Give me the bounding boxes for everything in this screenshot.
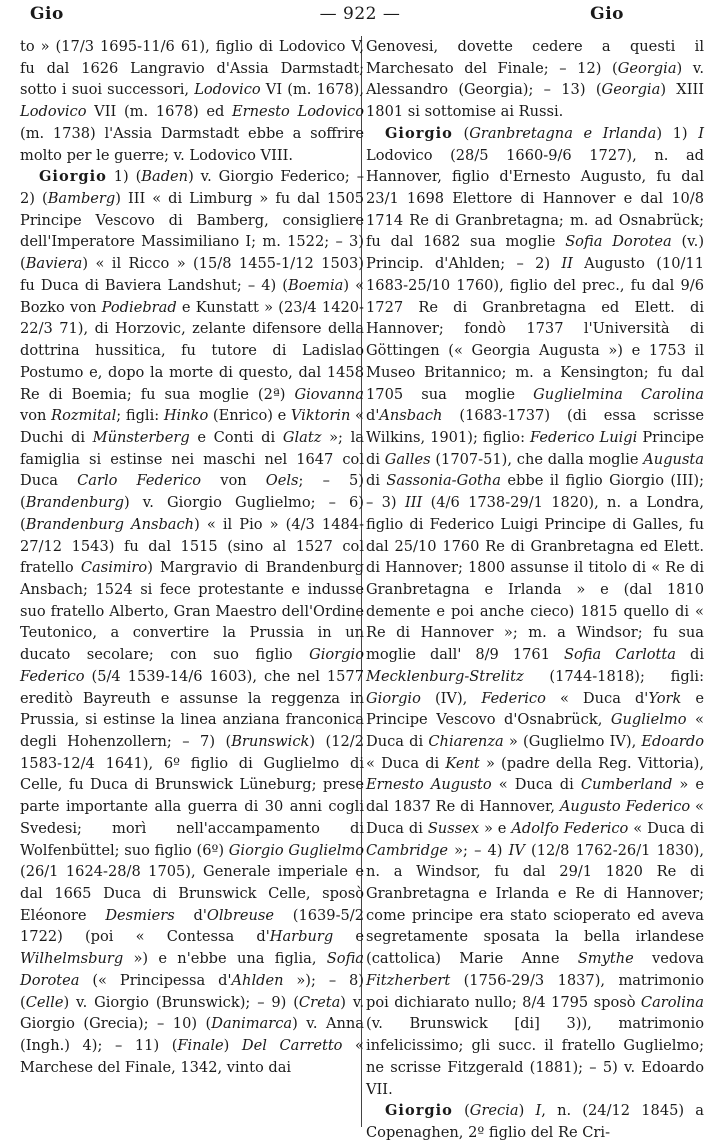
text-run: Sofia Carlotta — [564, 646, 676, 664]
entry-paragraph — [366, 1100, 704, 1143]
text-run: ; figli: — [116, 407, 164, 425]
text-run: « Duca d' — [545, 689, 649, 707]
text-run: Bamberg — [47, 190, 116, 208]
text-run: » e dal 1837 Re di Hannover, — [366, 776, 704, 816]
entry-paragraph — [20, 36, 364, 166]
entry-paragraph — [366, 36, 704, 123]
text-run: (26/1 1624-28/8 1705), Generale imperiale e dal 1665 Duca di Brunswick Celle, sposò Eléonore — [20, 863, 364, 924]
text-run: Lodovico — [194, 81, 261, 99]
text-run: (v. Brunswick [di] 3)), matrimonio infelicissimo; gli succ. il fratello Guglielmo; ne scrisse Fitzgerald (1881); – 5) v. Edoardo VII. — [366, 1015, 704, 1098]
text-run: Smythe — [577, 950, 634, 968]
text-run: Baviera — [25, 255, 83, 273]
text-run: Sussex — [427, 819, 480, 837]
text-run: ) — [518, 1102, 536, 1120]
text-run: « Duca di — [366, 711, 704, 750]
text-run: ) 1) — [656, 124, 699, 142]
text-run: » (padre della Reg. Vittoria), — [479, 754, 704, 772]
text-run: (IV), — [420, 689, 482, 707]
left-column — [20, 36, 364, 1127]
text-run: Ahlden — [231, 971, 284, 989]
text-run: Brunswick — [231, 733, 310, 750]
text-run: ) v. Giorgio Federico; – 2) ( — [20, 168, 365, 208]
text-run: Baden — [141, 168, 189, 186]
text-run: Grecia — [469, 1102, 519, 1120]
text-run: Desmiers — [105, 906, 175, 924]
text-run: Augusta — [643, 450, 704, 468]
text-columns — [8, 36, 712, 1141]
text-run: III — [404, 494, 423, 512]
text-run: ) III « di Limburg » fu dal 1505 Principe Vescovo di Bamberg, consigliere dell'Imperatore Massimiliano I; m. 1522; – 3) ( — [20, 190, 365, 273]
text-run: Guglielmina Carolina — [533, 385, 704, 403]
text-run: Fitzherbert — [366, 971, 451, 989]
text-run: Rozmital — [51, 407, 117, 425]
text-run: « Marchese del Finale, 1342, vinto dai — [20, 1037, 364, 1076]
text-run: Kent — [445, 754, 480, 772]
entry-paragraph — [20, 166, 364, 1078]
text-run: (m. 1738) l'Assia Darmstadt ebbe a soffrire molto per le guerre; v. Lodovico VIII. — [20, 124, 364, 164]
text-run: ) v. Alessandro (Georgia); – 13) ( — [366, 59, 704, 99]
text-run: d' — [174, 906, 207, 924]
text-run: Casimiro — [80, 559, 148, 577]
text-run: Augusto Federico — [559, 798, 691, 816]
text-run: ) v. Giorgio (Grecia); – 10) ( — [20, 993, 365, 1033]
text-run: Giovanna — [294, 385, 364, 403]
text-run: Sofia Dorotea — [20, 950, 364, 989]
text-run: Georgia — [601, 81, 661, 99]
text-run: di — [675, 646, 704, 664]
text-run: « Duca di — [366, 798, 704, 837]
text-run: « Duca di — [366, 754, 446, 772]
text-run: Augusto (10/11 1683-25/10 1760), figlio del prec., fu dal 9/6 1727 Re di Granbretagna ed Elett. di Hannover; fondò 1737 l'Università di Göttingen (« Georgia Augusta ») e 1753 il Museo Britannico; m. a Kensington; fu dal 1705 sua moglie — [366, 255, 704, 403]
text-run: « Duca di — [491, 776, 581, 794]
text-run: Chiarenza — [428, 733, 504, 750]
text-run: Federico — [481, 689, 546, 707]
text-run: Ansbach — [379, 407, 443, 425]
headword: Giorgio — [38, 168, 107, 186]
text-run: Brandenburg — [25, 494, 124, 512]
text-run: von — [201, 472, 266, 490]
text-run: « Duca di — [628, 819, 704, 837]
text-run: I — [535, 1102, 542, 1120]
text-run: Federico Luigi — [530, 428, 638, 446]
text-run: (v.) Princip. d'Ahlden; – 2) — [366, 233, 705, 273]
text-run: »); – 8) ( — [20, 971, 364, 1011]
text-run: ( — [452, 124, 470, 142]
text-run: ) « il Pio » (4/3 1484-27/12 1543) fu dal 1515 (sino al 1527 col fratello — [20, 515, 365, 577]
text-run: Sassonia-Gotha — [386, 472, 501, 490]
text-run: Viktorin — [290, 407, 351, 425]
text-run: (1707-51), che dalla moglie — [430, 450, 644, 468]
text-run: Celle — [25, 993, 64, 1011]
text-run: Harburg — [269, 928, 334, 946]
text-run: »; – 4) — [448, 841, 509, 859]
text-run: Cambridge — [366, 841, 449, 859]
text-run: VII (m. 1678) ed — [86, 103, 233, 121]
text-run: (5/4 1539-14/6 1603), che nel 1577 ereditò Bayreuth e assunse la reggenza in Prussia, si estinse la linea anziana franconica degli Hohenzollern; – 7) ( — [20, 667, 364, 750]
text-run: e Conti di — [189, 428, 283, 446]
text-run: Georgia — [617, 59, 677, 77]
text-run: (1744-1818); figli: — [523, 667, 704, 685]
header-right-guideword: Gio — [590, 4, 624, 24]
text-run: VI (m. 1678), — [260, 81, 364, 99]
text-run: Guglielmo — [610, 711, 687, 729]
page-number: — 922 — — [319, 4, 401, 24]
text-run: e Principe Vescovo d'Osnabrück, — [366, 689, 705, 729]
text-run: Principe di — [366, 428, 705, 468]
text-run: Sofia Dorotea — [565, 233, 672, 251]
text-run: ) (12/2 1583-12/4 1641), 6º figlio di Guglielmo di Celle, fu Duca di Brunswick Lüneburg; prese parte importante alla guerra di 30 anni cogli Svedesi; morì nell'accampamento di Wolfenbüttel; suo figlio (6º) — [20, 733, 364, 859]
text-run: ») e n'ebbe una figlia, — [123, 950, 327, 968]
text-run: (1639-5/2 1722) (poi « Contessa d' — [20, 906, 365, 946]
text-run: ) « il Ricco » (15/8 1455-1/12 1503) fu Duca di Baviera Landshut; – 4) ( — [20, 255, 364, 294]
text-run: Ernesto Lodovico — [232, 103, 365, 121]
text-run: Oels — [265, 472, 299, 490]
text-run: Genovesi, dovette cedere a questi il Marchesato del Finale; – 12) ( — [366, 38, 704, 77]
headword: Giorgio — [384, 1102, 453, 1120]
text-run: ) « Bozko von — [20, 276, 365, 316]
text-run: (1756-29/3 1837), matrimonio poi dichiarato nullo; 8/4 1795 sposò — [366, 971, 704, 1011]
text-run: Glatz — [282, 428, 322, 446]
text-run: Danimarca — [211, 1015, 293, 1033]
headword: Giorgio — [384, 124, 453, 142]
text-run: York — [648, 689, 682, 707]
text-run: Lodovico (28/5 1660-9/6 1727), n. ad Hannover, figlio d'Ernesto Augusto, fu dal 23/1 1698 Elettore di Hannover e dal 10/8 1714 Re di Granbretagna; m. ad Osnabrück; fu dal 1682 sua moglie — [366, 146, 704, 251]
text-run: (1683-1737) (di essa scrisse Wilkins, 1901); figlio: — [366, 407, 704, 446]
text-run: Boemia — [287, 276, 344, 294]
text-run: to » (17/3 1695-11/6 61), figlio di Lodovico V, fu dal 1626 Langravio d'Assia Darmstadt; sotto i suoi successori, — [20, 38, 364, 99]
text-run: d' — [366, 407, 380, 425]
text-run: Brandenburg Ansbach — [25, 515, 195, 533]
text-run: (Enrico) e — [208, 407, 291, 425]
header-left-guideword: Gio — [30, 4, 64, 24]
text-run: Edoardo — [641, 733, 704, 750]
text-run: ( — [452, 1102, 470, 1120]
text-run: Galles — [384, 450, 431, 468]
text-run: Olbreuse — [206, 906, 274, 924]
text-run: » (Guglielmo IV), — [503, 733, 642, 750]
text-run: Lodovico — [20, 103, 87, 121]
text-run: von — [20, 407, 52, 425]
text-run: (12/8 1762-26/1 1830), n. a Windsor, fu dal 29/1 1820 Re di Granbretagna e Irlanda e Re di Hannover; come principe era stato scioperato ed aveva segretamente sposata la bella irlandese (cattolica) Marie Anne — [366, 841, 704, 968]
text-run: Hinko — [163, 407, 209, 425]
text-run: » e — [479, 819, 512, 837]
text-run: ebbe il figlio Giorgio (III); – 3) — [366, 472, 704, 512]
text-run: e Kunstatt » (23/4 1420-22/3 71), di Horzovic, zelante difensore della dottrina hussitica, fu tutore di Ladislao Postumo e, dopo la morte di questo, dal 1458 Re di Boemia; fu sua moglie (2ª) — [20, 298, 364, 403]
text-run: Carolina — [640, 993, 704, 1011]
text-run: ) Margravio di Brandenburg Ansbach; 1524 si fece protestante e indusse suo fratello Alberto, Gran Maestro dell'Ordine Teutonico, a convertire la Prussia in un ducato secolare; con suo figlio — [20, 559, 364, 664]
text-run: IV — [508, 841, 525, 859]
text-run: di — [366, 472, 387, 490]
text-run: e — [333, 928, 364, 946]
text-run: Creta — [298, 993, 341, 1011]
right-column — [366, 36, 705, 1141]
text-run: I — [698, 124, 704, 142]
text-run: Finale — [177, 1037, 224, 1055]
text-run: Podiebrad — [101, 298, 177, 316]
text-run: ; – 5) ( — [20, 472, 364, 512]
text-run: II — [561, 255, 573, 273]
text-run: vedova — [633, 950, 704, 968]
text-run: Adolfo Federico — [511, 819, 629, 837]
text-run: , n. (24/12 1845) a Copenaghen, 2º figlio del Re Cri- — [366, 1102, 704, 1141]
text-run: Mecklenburg-Strelitz — [366, 667, 524, 685]
text-run: Giorgio — [366, 689, 421, 707]
text-run: Cumberland — [580, 776, 673, 794]
text-run: (4/6 1738-29/1 1820), n. a Londra, figlio di Federico Luigi Principe di Galles, fu dal 25/10 1760 Re di Granbretagna ed Elett. di Hannover; 1800 assunse il titolo di « Re di Granbretagna e Irlanda » e (dal 1810 demente e poi anche cieco) 1815 quello di « Re di Hannover »; m. a Windsor; fu sua moglie dall' 8/9 1761 — [366, 494, 704, 664]
text-run: Giorgio Federico — [20, 646, 364, 685]
text-run: Ernesto Augusto — [366, 776, 492, 794]
entry-paragraph — [366, 123, 704, 1100]
text-run: Carlo Federico — [77, 472, 202, 490]
text-run: ) v. Giorgio (Brunswick); – 9) ( — [63, 993, 299, 1011]
text-run: Del Carretto — [241, 1037, 343, 1055]
text-run: »; la famiglia si estinse nei maschi nel 1647 col Duca — [20, 428, 364, 490]
text-run: ) v. Giorgio Guglielmo; – 6) ( — [20, 494, 364, 533]
text-run: Wilhelmsburg — [20, 950, 124, 968]
text-run: (« Principessa d' — [79, 971, 232, 989]
text-run: Giorgio Guglielmo — [228, 841, 365, 859]
text-run: 1) ( — [106, 168, 142, 186]
text-run: Münsterberg — [92, 428, 190, 446]
text-run: ) v. Anna (Ingh.) 4); – 11) ( — [20, 1015, 364, 1055]
text-run: « Duchi di — [20, 407, 364, 446]
text-run: ) — [223, 1037, 242, 1055]
text-run: ) XIII 1801 si sottomise ai Russi. — [366, 81, 704, 121]
text-run: Granbretagna e Irlanda — [469, 124, 657, 142]
page-header — [8, 2, 712, 28]
